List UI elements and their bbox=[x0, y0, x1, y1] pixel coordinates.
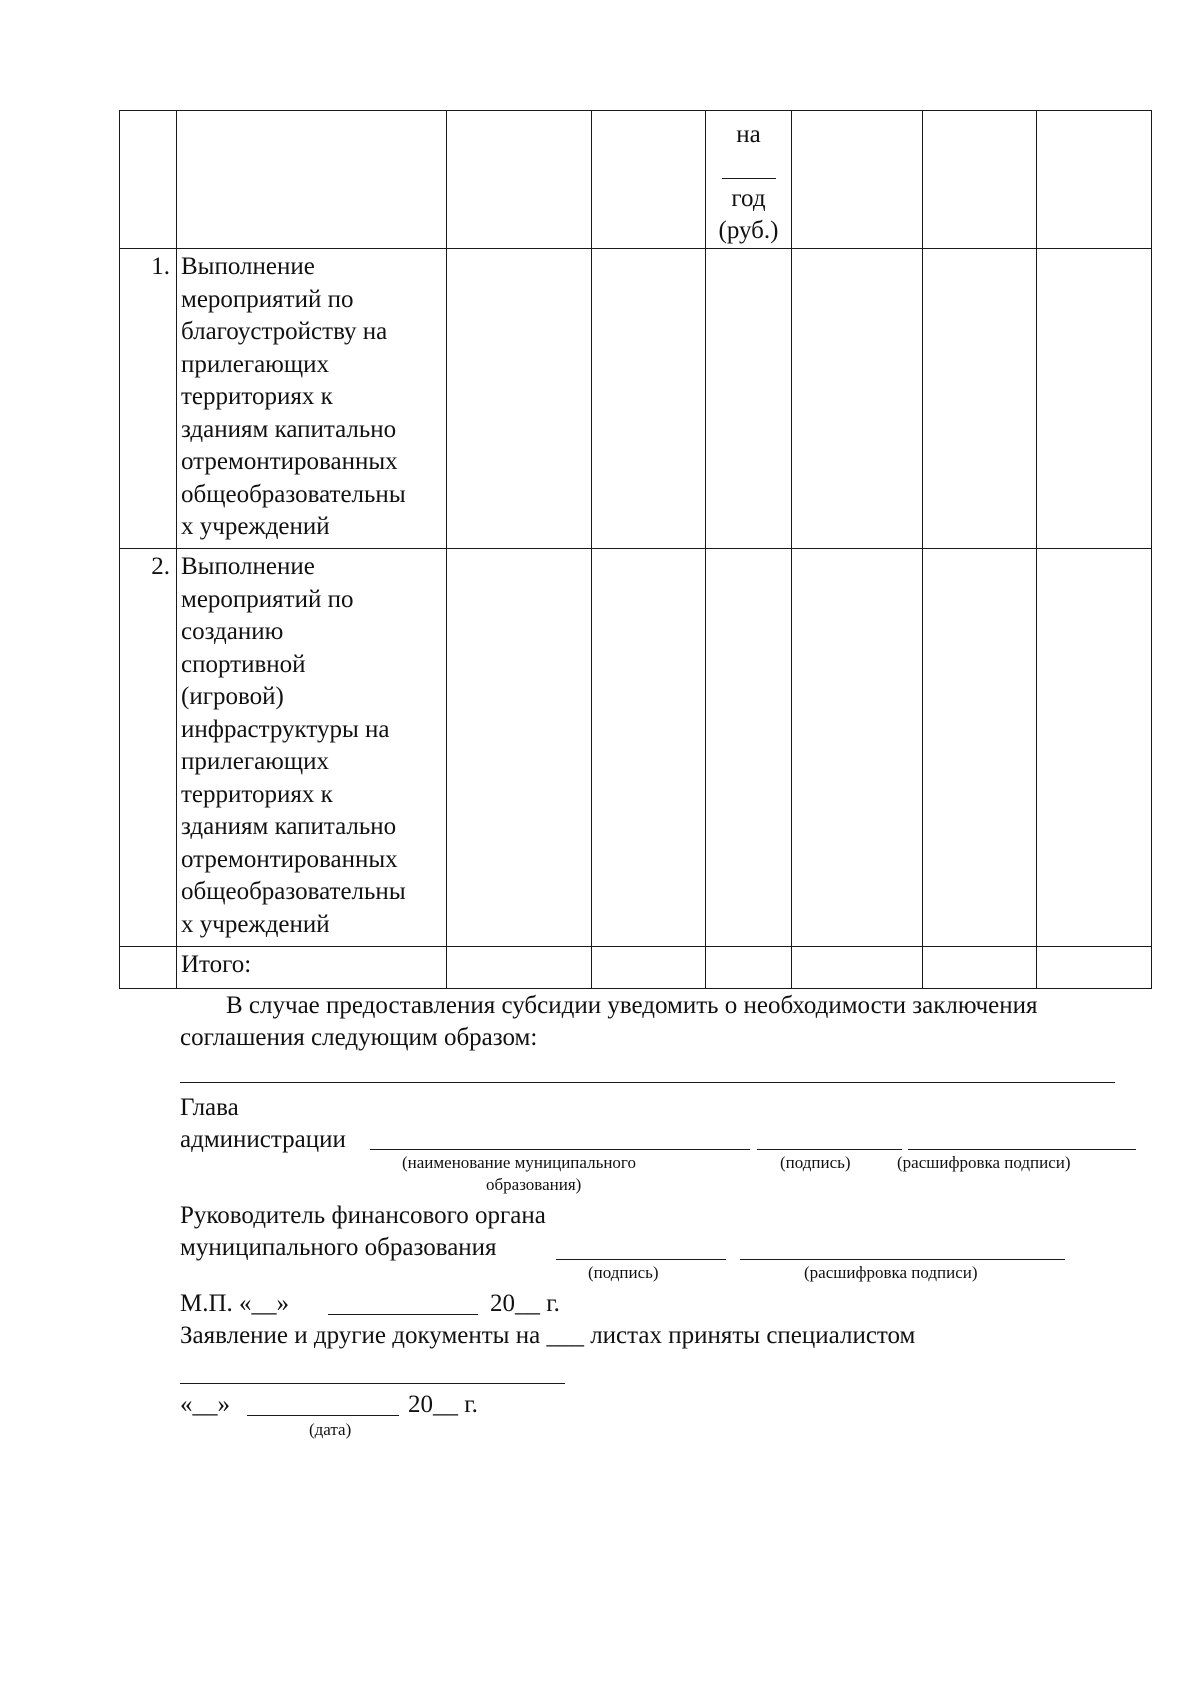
table-cell bbox=[1037, 249, 1152, 549]
finance-caption-decoding: (расшифровка подписи) bbox=[804, 1263, 978, 1282]
table-cell bbox=[923, 947, 1037, 989]
table-cell bbox=[447, 111, 592, 249]
finance-decoding-line bbox=[740, 1259, 1065, 1260]
table-cell bbox=[923, 249, 1037, 549]
table-cell bbox=[592, 249, 706, 549]
header-line-currency: (руб.) bbox=[718, 217, 779, 244]
table-cell bbox=[706, 549, 792, 947]
table-row bbox=[120, 549, 1152, 947]
head-caption-decoding: (расшифровка подписи) bbox=[897, 1153, 1071, 1172]
table-cell bbox=[792, 249, 923, 549]
header-line-na: на bbox=[736, 121, 761, 148]
head-decoding-line bbox=[908, 1149, 1136, 1150]
table-cell bbox=[592, 947, 706, 989]
total-row bbox=[120, 947, 1152, 989]
table-cell bbox=[447, 249, 592, 549]
head-title-line-1: Глава bbox=[180, 1094, 239, 1121]
finance-title-line-2: муниципального образования bbox=[180, 1234, 497, 1261]
table-cell bbox=[1037, 947, 1152, 989]
row-description: Выполнение мероприятий по благоустройству на прилегающих территориях к зданиям капитально отремонтированных общеобразовательны х учреждений bbox=[177, 249, 447, 549]
table-cell bbox=[792, 111, 923, 249]
subsidy-table bbox=[119, 110, 1152, 989]
table-cell bbox=[923, 549, 1037, 947]
total-label: Итого: bbox=[177, 947, 447, 989]
stamp-mp: М.П. «__» bbox=[180, 1290, 290, 1317]
finance-caption-signature: (подпись) bbox=[588, 1263, 659, 1282]
table-header-row bbox=[120, 111, 1152, 249]
header-line-year: год bbox=[731, 184, 766, 212]
header-year-cell bbox=[706, 111, 792, 249]
table-cell bbox=[706, 249, 792, 549]
table-cell bbox=[1037, 549, 1152, 947]
finance-title-line-1: Руководитель финансового органа bbox=[180, 1202, 546, 1229]
notice-line-1: В случае предоставления субсидии уведомить о необходимости заключения bbox=[226, 992, 1038, 1019]
date-caption: (дата) bbox=[309, 1420, 352, 1439]
stamp-year: 20__ г. bbox=[490, 1290, 560, 1317]
table-cell bbox=[447, 549, 592, 947]
notice-fill-line bbox=[180, 1082, 1115, 1083]
table-cell bbox=[706, 947, 792, 989]
date-month-line bbox=[247, 1415, 399, 1416]
row-number: 1. bbox=[120, 249, 177, 549]
specialist-line bbox=[180, 1383, 565, 1384]
date-year: 20__ г. bbox=[408, 1391, 478, 1418]
table-cell bbox=[120, 111, 177, 249]
year-blank bbox=[722, 152, 776, 179]
date-quote: «__» bbox=[180, 1391, 230, 1418]
accepted-line: Заявление и другие документы на ___ листах приняты специалистом bbox=[180, 1322, 916, 1349]
head-title-line-2: администрации bbox=[180, 1126, 346, 1153]
table-cell bbox=[592, 111, 706, 249]
row-number: 2. bbox=[120, 549, 177, 947]
head-caption-name-2: образования) bbox=[486, 1175, 582, 1194]
finance-signature-line bbox=[556, 1259, 726, 1260]
table-cell bbox=[923, 111, 1037, 249]
table-cell bbox=[1037, 111, 1152, 249]
head-caption-name-1: (наименование муниципального bbox=[402, 1153, 636, 1172]
table-cell bbox=[120, 947, 177, 989]
table-cell bbox=[592, 549, 706, 947]
head-caption-signature: (подпись) bbox=[780, 1153, 851, 1172]
head-signature-line bbox=[757, 1149, 902, 1150]
table-cell bbox=[792, 947, 923, 989]
table-row bbox=[120, 249, 1152, 549]
table-cell bbox=[792, 549, 923, 947]
row-description: Выполнение мероприятий по созданию спортивной (игровой) инфраструктуры на прилегающих территориях к зданиям капитально отремонтированных общеобразовательны х учреждений bbox=[177, 549, 447, 947]
notice-line-2: соглашения следующим образом: bbox=[180, 1024, 538, 1051]
head-name-line bbox=[370, 1149, 750, 1150]
table-cell bbox=[177, 111, 447, 249]
table-cell bbox=[447, 947, 592, 989]
stamp-month-line bbox=[328, 1314, 478, 1315]
